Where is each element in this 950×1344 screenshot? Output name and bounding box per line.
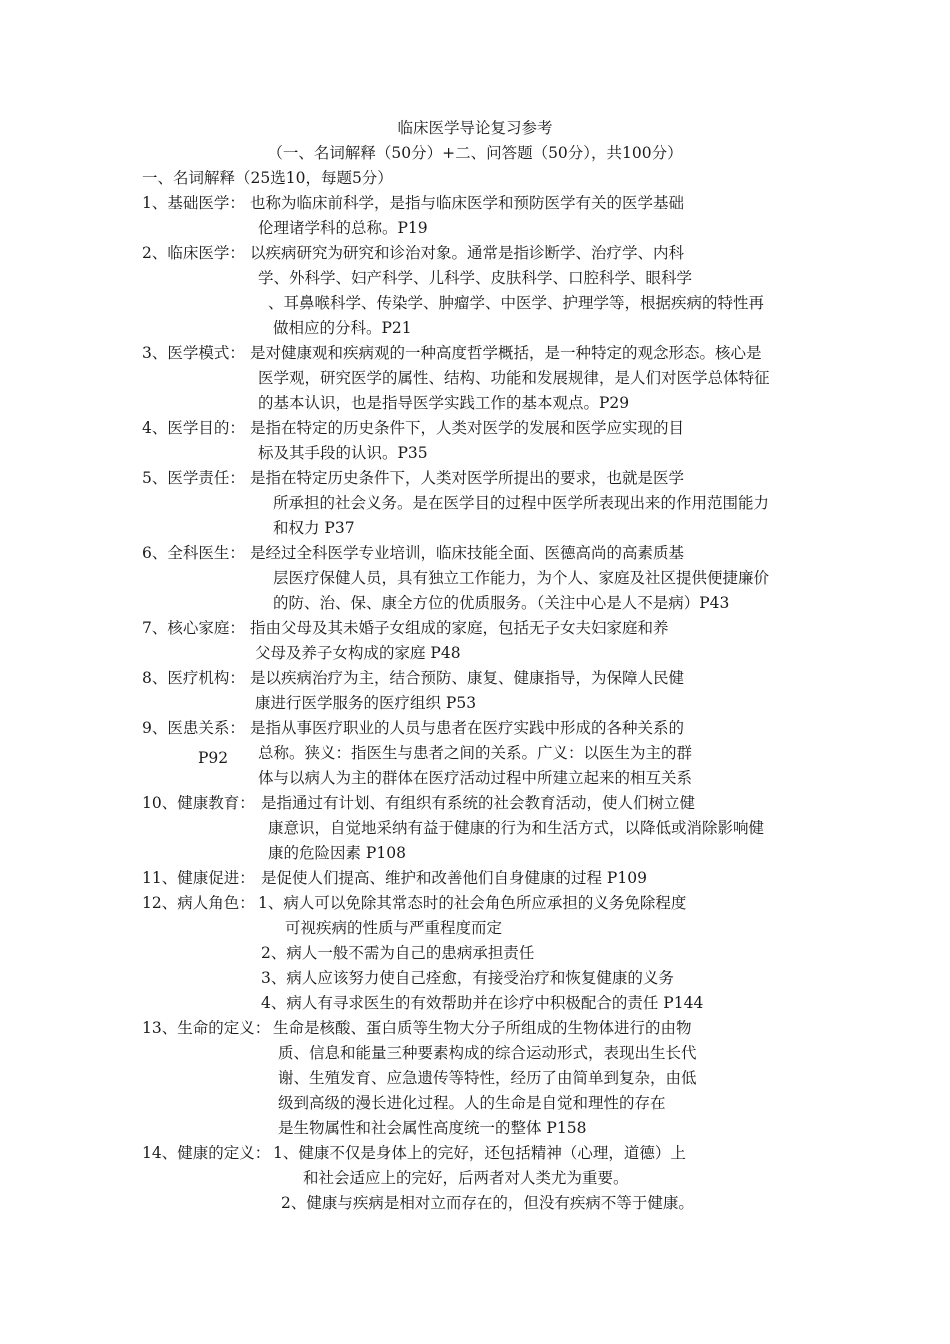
entry-term: 1、基础医学： — [142, 194, 245, 212]
entry-line: 2、健康与疾病是相对立而存在的，但没有疾病不等于健康。 — [281, 1194, 694, 1212]
entry-line: 标及其手段的认识。P35 — [258, 444, 428, 462]
entry-line: 康的危险因素 P108 — [268, 844, 406, 862]
entry-line: 是指在特定历史条件下，人类对医学所提出的要求，也就是医学 — [250, 469, 685, 487]
entry-line: 总称。狭义：指医生与患者之间的关系。广义：以医生为主的群 — [258, 744, 693, 762]
entry-line: 质、信息和能量三种要素构成的综合运动形式，表现出生长代 — [278, 1044, 697, 1062]
entry-term: 8、医疗机构： — [142, 669, 245, 687]
entry-line: 可视疾病的性质与严重程度而定 — [285, 919, 503, 937]
entry-line: 所承担的社会义务。是在医学目的过程中医学所表现出来的作用范围能力 — [273, 494, 770, 512]
entry-line: 生命是核酸、蛋白质等生物大分子所组成的生物体进行的由物 — [273, 1019, 692, 1037]
document-subtitle: （一、名词解释（50分）+二、问答题（50分），共100分） — [267, 144, 683, 162]
entry-line: 是指在特定的历史条件下，人类对医学的发展和医学应实现的目 — [250, 419, 685, 437]
entry-line: 是经过全科医学专业培训，临床技能全面、医德高尚的高素质基 — [250, 544, 685, 562]
entry-term: 13、生命的定义： — [142, 1019, 271, 1037]
entry-term: 5、医学责任： — [142, 469, 245, 487]
entry-line: 和社会适应上的完好，后两者对人类尤为重要。 — [303, 1169, 629, 1187]
entry-term: 10、健康教育： — [142, 794, 255, 812]
entry-line: 是以疾病治疗为主，结合预防、康复、健康指导，为保障人民健 — [250, 669, 685, 687]
entry-term: 4、医学目的： — [142, 419, 245, 437]
entry-line: 康进行医学服务的医疗组织 P53 — [255, 694, 477, 712]
entry-line: 是指从事医疗职业的人员与患者在医疗实践中形成的各种关系的 — [250, 719, 685, 737]
entry-term: 2、临床医学： — [142, 244, 245, 262]
entry-term: 3、医学模式： — [142, 344, 245, 362]
entry-line: 体与以病人为主的群体在医疗活动过程中所建立起来的相互关系 — [258, 769, 693, 787]
entry-line: 1、健康不仅是身体上的完好，还包括精神（心理，道德）上 — [273, 1144, 686, 1162]
entry-line: 是指通过有计划、有组织有系统的社会教育活动，使人们树立健 — [261, 794, 696, 812]
entry-line: 也称为临床前科学，是指与临床医学和预防医学有关的医学基础 — [250, 194, 685, 212]
entry-term: 14、健康的定义： — [142, 1144, 271, 1162]
entry-line: 学、外科学、妇产科学、儿科学、皮肤科学、口腔科学、眼科学 — [258, 269, 693, 287]
entry-line: 1、病人可以免除其常态时的社会角色所应承担的义务免除程度 — [258, 894, 687, 912]
entry-line: 的基本认识，也是指导医学实践工作的基本观点。P29 — [258, 394, 630, 412]
entry-term: 6、全科医生： — [142, 544, 245, 562]
entry-line: 是促使人们提高、维护和改善他们自身健康的过程 P109 — [261, 869, 647, 887]
entry-line: 2、病人一般不需为自己的患病承担责任 — [261, 944, 535, 962]
entry-line: 伦理诸学科的总称。P19 — [258, 219, 428, 237]
entry-term: 11、健康促进： — [142, 869, 255, 887]
entry-term: 12、病人角色： — [142, 894, 255, 912]
entry-line: 和权力 P37 — [273, 519, 355, 537]
entry-line: 以疾病研究为研究和诊治对象。通常是指诊断学、治疗学、内科 — [250, 244, 685, 262]
entry-line: 级到高级的漫长进化过程。人的生命是自觉和理性的存在 — [278, 1094, 666, 1112]
entry-term: 7、核心家庭： — [142, 619, 245, 637]
entry-line: 层医疗保健人员，具有独立工作能力，为个人、家庭及社区提供便捷廉价 — [273, 569, 770, 587]
document-title: 临床医学导论复习参考 — [397, 119, 553, 137]
section-heading: 一、名词解释（25选10，每题5分） — [142, 169, 393, 187]
entry-line: 的防、治、保、康全方位的优质服务。（关注中心是人不是病）P43 — [273, 594, 730, 612]
entry-line: 康意识，自觉地采纳有益于健康的行为和生活方式，以降低或消除影响健 — [268, 819, 765, 837]
entry-line: 指由父母及其未婚子女组成的家庭，包括无子女夫妇家庭和养 — [250, 619, 669, 637]
entry-line: 4、病人有寻求医生的有效帮助并在诊疗中积极配合的责任 P144 — [261, 994, 704, 1012]
entry-line: 医学观，研究医学的属性、结构、功能和发展规律，是人们对医学总体特征 — [258, 369, 770, 387]
entry-line: 3、病人应该努力使自己痊愈，有接受治疗和恢复健康的义务 — [261, 969, 674, 987]
entry-line: 、耳鼻喉科学、传染学、肿瘤学、中医学、护理学等，根据疾病的特性再 — [268, 294, 765, 312]
entry-line: 是对健康观和疾病观的一种高度哲学概括，是一种特定的观念形态。核心是 — [250, 344, 762, 362]
entry-line: 是生物属性和社会属性高度统一的整体 P158 — [278, 1119, 587, 1137]
entry-page-ref: P92 — [198, 749, 229, 767]
entry-line: 做相应的分科。P21 — [273, 319, 412, 337]
entry-line: 谢、生殖发育、应急遗传等特性，经历了由简单到复杂，由低 — [278, 1069, 697, 1087]
entry-term: 9、医患关系： — [142, 719, 245, 737]
entry-line: 父母及养子女构成的家庭 P48 — [255, 644, 461, 662]
